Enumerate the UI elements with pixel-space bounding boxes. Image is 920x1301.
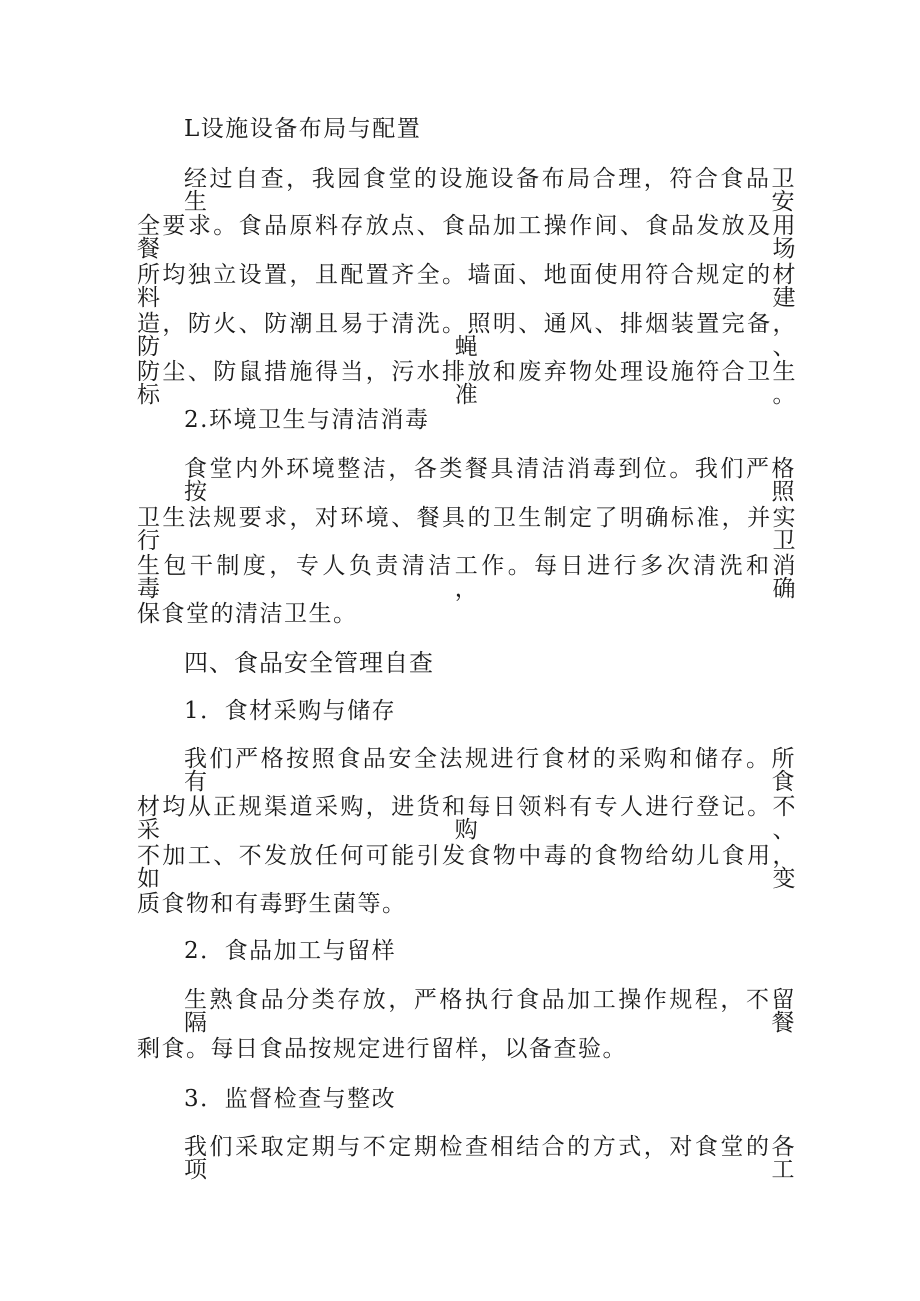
- subsection-title-hygiene: 2.环境卫生与清洁消毒: [184, 407, 430, 433]
- paragraph-line: 所均独立设置，且配置齐全。墙面、地面使用符合规定的材料建: [137, 262, 797, 311]
- paragraph-line: 质食物和有毒野生菌等。: [137, 891, 407, 917]
- subsection-title-facilities: L设施设备布局与配置: [184, 116, 422, 142]
- paragraph-line: 生熟食品分类存放，严格执行食品加工操作规程，不留隔餐: [184, 987, 796, 1036]
- subsection-title-inspection: 3．监督检查与整改: [184, 1086, 397, 1112]
- paragraph-line: 经过自查，我园食堂的设施设备布局合理，符合食品卫生安: [184, 166, 796, 215]
- subsection-title-processing: 2．食品加工与留样: [184, 938, 397, 964]
- paragraph-line: 防尘、防鼠措施得当，污水排放和废弃物处理设施符合卫生标准。: [137, 359, 797, 408]
- subsection-title-procurement: 1．食材采购与储存: [184, 698, 397, 724]
- paragraph-line: 我们采取定期与不定期检查相结合的方式，对食堂的各项工: [184, 1134, 796, 1183]
- paragraph-line: 全要求。食品原料存放点、食品加工操作间、食品发放及用餐场: [137, 213, 797, 262]
- paragraph-line: 卫生法规要求，对环境、餐具的卫生制定了明确标准，并实行卫: [137, 505, 797, 554]
- paragraph-line: 剩食。每日食品按规定进行留样，以备查验。: [137, 1036, 627, 1062]
- section-heading: 四、食品安全管理自查: [184, 649, 434, 677]
- paragraph-line: 食堂内外环境整洁，各类餐具清洁消毒到位。我们严格按照: [184, 456, 796, 505]
- paragraph-line: 保食堂的清洁卫生。: [137, 601, 358, 627]
- paragraph-line: 不加工、不发放任何可能引发食物中毒的食物给幼儿食用，如变: [137, 843, 797, 892]
- paragraph-line: 生包干制度，专人负责清洁工作。每日进行多次清洗和消毒，确: [137, 553, 797, 602]
- paragraph-line: 我们严格按照食品安全法规进行食材的采购和储存。所有食: [184, 746, 796, 795]
- paragraph-line: 造，防火、防潮且易于清洗。照明、通风、排烟装置完备，防蝇、: [137, 311, 797, 360]
- paragraph-line: 材均从正规渠道采购，进货和每日领料有专人进行登记。不采购、: [137, 794, 797, 843]
